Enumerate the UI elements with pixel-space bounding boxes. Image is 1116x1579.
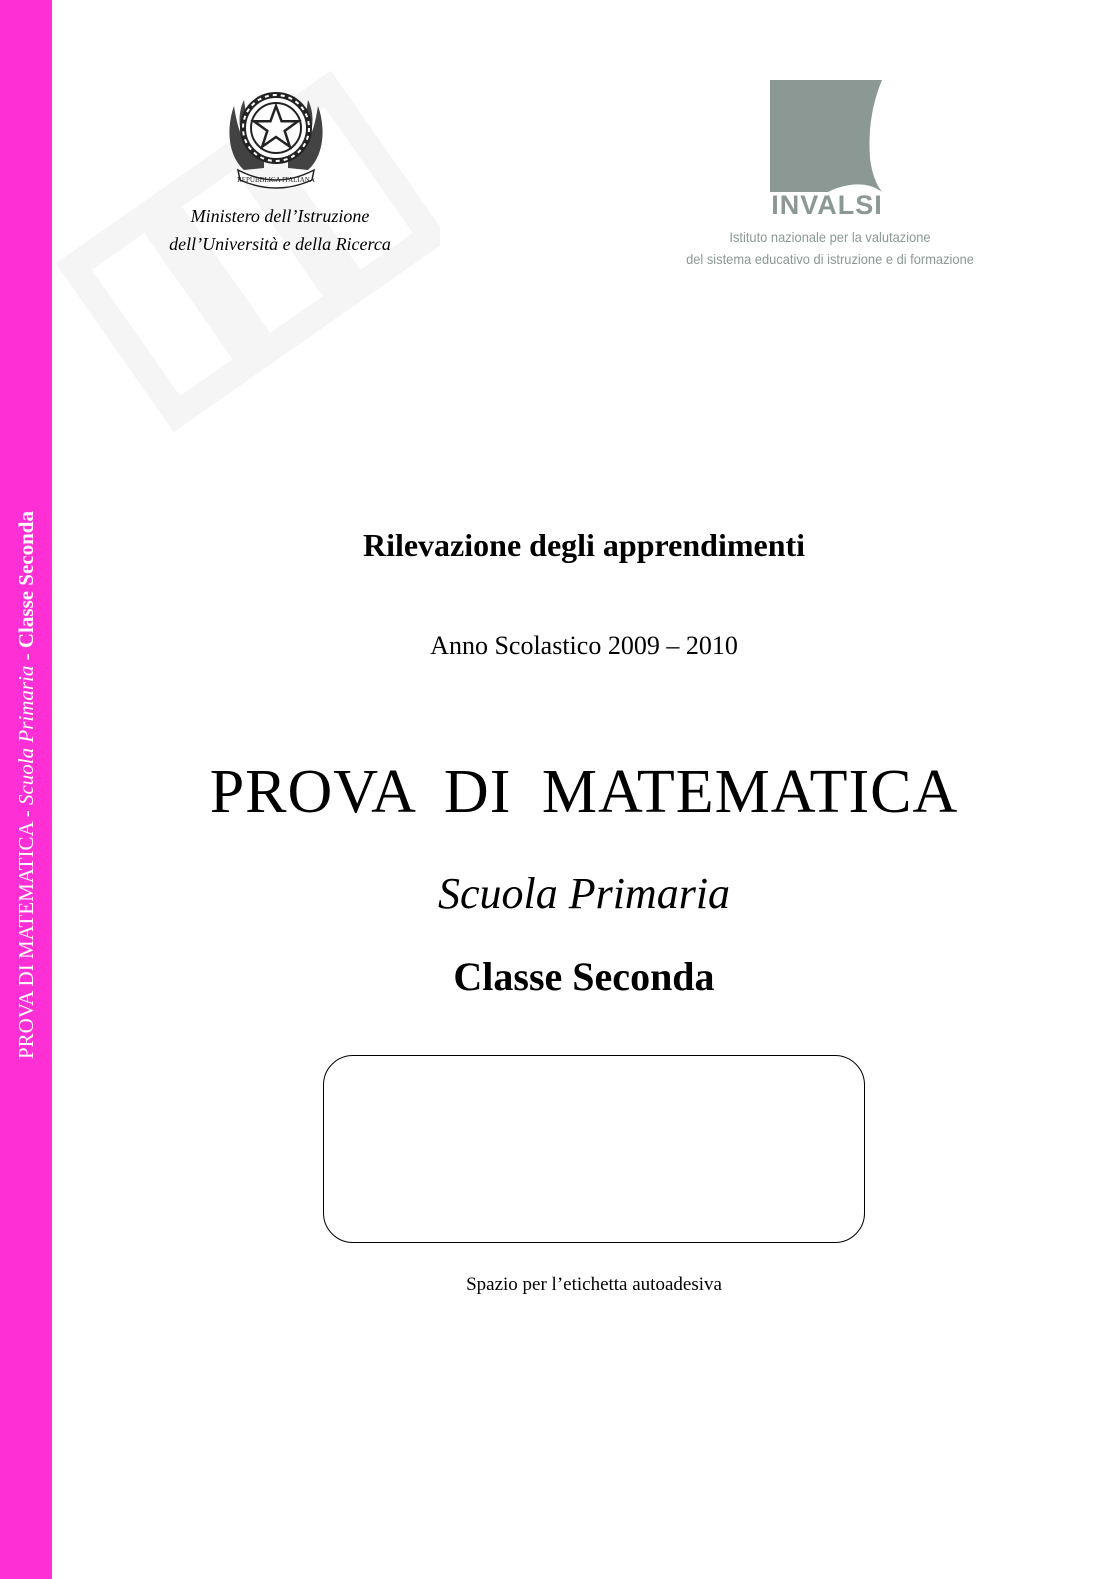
invalsi-logo-icon bbox=[770, 80, 884, 192]
invalsi-line-2: del sistema educativo di istruzione e di formazione bbox=[686, 251, 974, 267]
side-label-separator: - bbox=[14, 648, 38, 666]
ministry-line-1: Ministero dell’Istruzione bbox=[190, 206, 370, 226]
side-label-school: Scuola Primaria bbox=[14, 665, 38, 806]
survey-title: Rilevazione degli apprendimenti bbox=[362, 527, 806, 563]
italian-republic-emblem-icon bbox=[224, 78, 328, 192]
side-label-class: Classe Seconda bbox=[14, 511, 38, 649]
sticker-label-box bbox=[323, 1055, 865, 1243]
school-level: Scuola Primaria bbox=[437, 869, 731, 918]
invalsi-description bbox=[674, 226, 987, 270]
invalsi-name: INVALSI bbox=[771, 190, 883, 220]
school-year: Anno Scolastico 2009 – 2010 bbox=[430, 631, 738, 660]
test-title: PROVA DI MATEMATICA bbox=[209, 758, 959, 826]
ministry-name bbox=[130, 202, 430, 258]
side-label-test: PROVA DI MATEMATICA - bbox=[14, 805, 38, 1060]
side-label bbox=[13, 425, 39, 1145]
ministry-line-2: dell’Università e della Ricerca bbox=[169, 234, 391, 254]
class-level: Classe Seconda bbox=[453, 954, 715, 999]
svg-text:REPUBBLICA ITALIANA: REPUBBLICA ITALIANA bbox=[237, 176, 315, 184]
invalsi-line-1: Istituto nazionale per la valutazione bbox=[729, 229, 931, 245]
sticker-label-caption: Spazio per l’etichetta autoadesiva bbox=[466, 1274, 722, 1295]
